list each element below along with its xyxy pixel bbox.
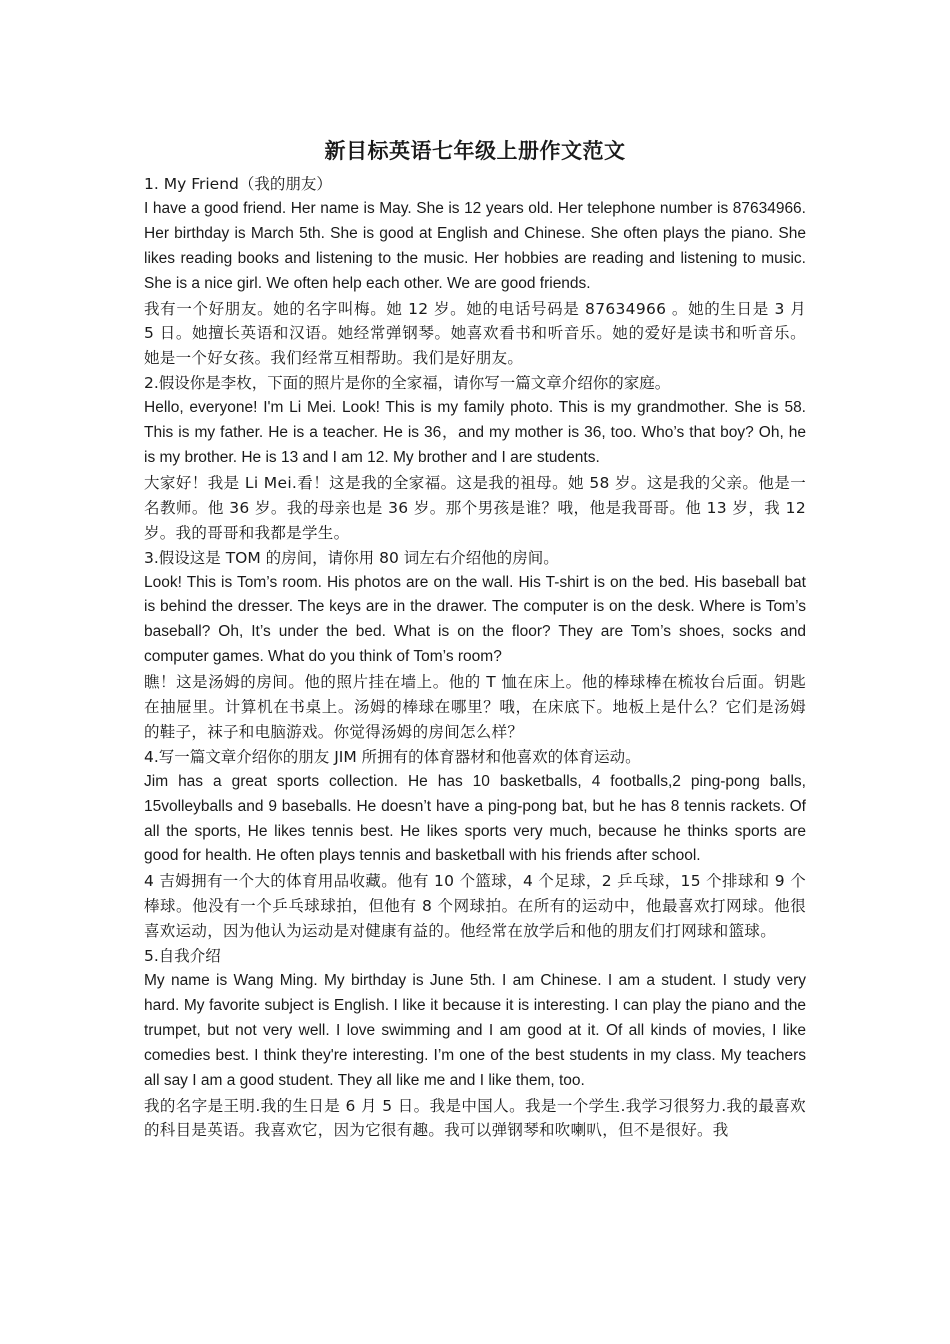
essay-1-english: I have a good friend. Her name is May. She is 12 years old. Her telephone number is 87634966. Her birthday is March 5th. She is good at English and Chinese. She often plays the piano. She likes reading books and listening to the music. Her hobbies are reading and listening to music. She is a nice girl. We often help each other. We are good friends. — [144, 199, 806, 292]
essay-5-english: My name is Wang Ming. My birthday is June 5th. I am Chinese. I am a student. I study very hard. My favorite subject is English. I like it because it is interesting. I can play the piano and the trumpet, but not very well. I love swimming and I am good at it. Of all kinds of movies, I like comedies best. I think they're interesting. I’m one of the best students in my class. My teachers all say I am a good student. They all like me and I like them, too. — [144, 972, 806, 1089]
essay-1-heading: 1. My Friend（我的朋友） — [144, 175, 332, 193]
essay-1 — [144, 172, 806, 371]
essay-3 — [144, 546, 806, 745]
essay-1-chinese: 我有一个好朋友。她的名字叫梅。她 12 岁。她的电话号码是 87634966 。她的生日是 3 月 5 日。她擅长英语和汉语。她经常弹钢琴。她喜欢看书和听音乐。她的爱好是读书和听音乐。她是一个好女孩。我们经常互相帮助。我们是好朋友。 — [144, 299, 806, 368]
essay-5 — [144, 944, 806, 1143]
essay-4 — [144, 745, 806, 944]
essay-2 — [144, 371, 806, 545]
essay-2-english: Hello, everyone! I'm Li Mei. Look! This is my family photo. This is my grandmother. She is 58. This is my father. He is a teacher. He is 36，and my mother is 36, too. Who’s that boy? Oh, he is my brother. He is 13 and I am 12. My brother and I are students. — [144, 399, 806, 466]
essay-5-heading: 5.自我介绍 — [144, 947, 221, 966]
essay-2-heading: 2.假设你是李枚，下面的照片是你的全家福，请你写一篇文章介绍你的家庭。 — [144, 374, 671, 393]
document-page — [144, 134, 806, 1143]
essay-3-english: Look! This is Tom’s room. His photos are on the wall. His T-shirt is on the bed. His baseball bat is behind the dresser. The keys are in the drawer. The computer is on the desk. Where is Tom’s baseball? Oh, It’s under the bed. What is on the floor? They are Tom’s shoes, socks and computer games. What do you think of Tom’s room? — [144, 573, 806, 666]
essay-3-heading: 3.假设这是 TOM 的房间，请你用 80 词左右介绍他的房间。 — [144, 548, 559, 567]
essay-4-english: Jim has a great sports collection. He has 10 basketballs, 4 footballs,2 ping-pong balls, 15volleyballs and 9 baseballs. He doesn’t have a ping-pong bat, but he has 8 tennis rackets. Of all the sports, He likes tennis best. He likes sports very much, because he thinks sports are good for health. He often plays tennis and basketball with his friends after school. — [144, 772, 806, 865]
essay-4-heading: 4.写一篇文章介绍你的朋友 JIM 所拥有的体育器材和他喜欢的体育运动。 — [144, 747, 641, 766]
essay-2-chinese: 大家好！我是 Li Mei.看！这是我的全家福。这是我的祖母。她 58 岁。这是我的父亲。他是一名教师。他 36 岁。我的母亲也是 36 岁。那个男孩是谁？哦，他是我哥哥。他 13 岁，我 12 岁。我的哥哥和我都是学生。 — [144, 473, 806, 542]
essay-3-chinese: 瞧！这是汤姆的房间。他的照片挂在墙上。他的 T 恤在床上。他的棒球棒在梳妆台后面。钥匙在抽屉里。计算机在书桌上。汤姆的棒球在哪里？哦，在床底下。地板上是什么？它们是汤姆的鞋子，袜子和电脑游戏。你觉得汤姆的房间怎么样？ — [144, 673, 806, 741]
essay-4-chinese: 4 吉姆拥有一个大的体育用品收藏。他有 10 个篮球，4 个足球，2 乒乓球，15 个排球和 9 个棒球。他没有一个乒乓球球拍，但他有 8 个网球拍。在所有的运动中，他最喜欢打网球。他很喜欢运动，因为他认为运动是对健康有益的。他经常在放学后和他的朋友们打网球和篮球。 — [144, 872, 806, 941]
document-title: 新目标英语七年级上册作文范文 — [324, 139, 626, 163]
essay-5-chinese: 我的名字是王明.我的生日是 6 月 5 日。我是中国人。我是一个学生.我学习很努力.我的最喜欢的科目是英语。我喜欢它，因为它很有趣。我可以弹钢琴和吹喇叭，但不是很好。我 — [144, 1096, 806, 1140]
